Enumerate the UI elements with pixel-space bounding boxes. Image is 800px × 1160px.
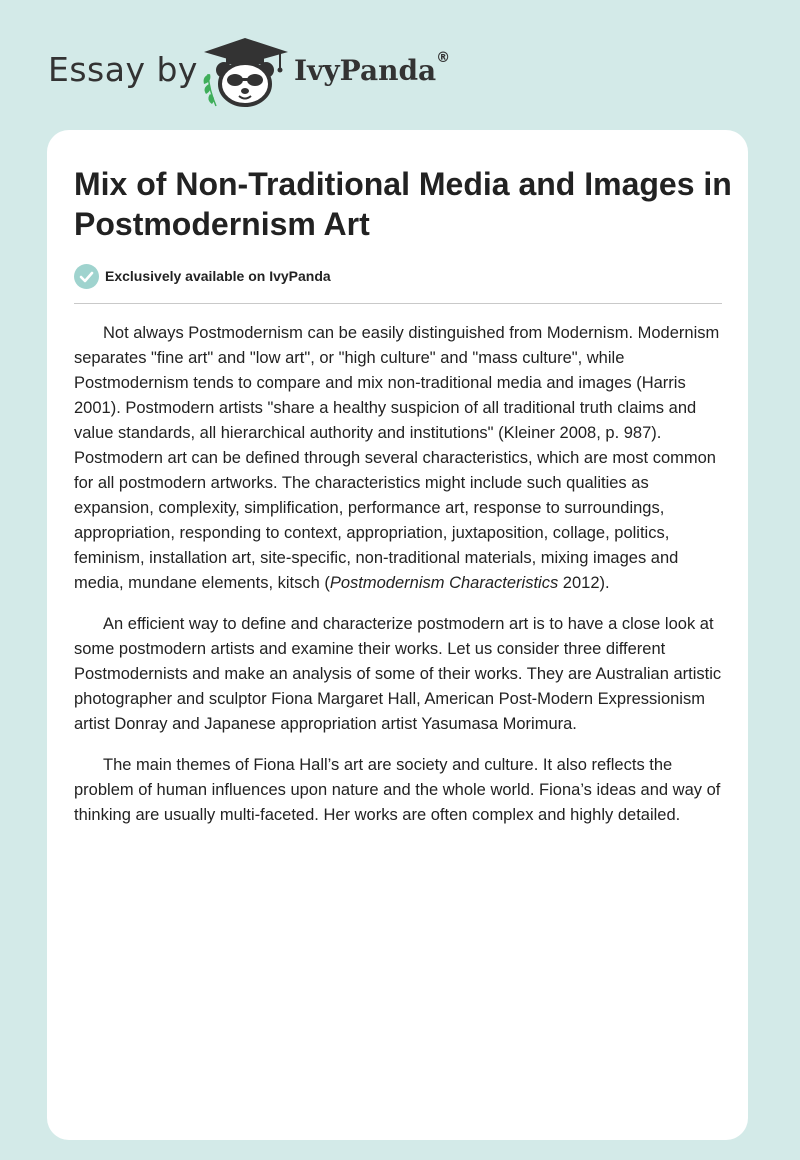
exclusive-label: Exclusively available on IvyPanda bbox=[105, 268, 331, 284]
paragraph-2: An efficient way to define and characterize postmodern art is to have a close look at some postmodern artists and examine their works. Let us consider three different Postmodernists and make an analysis of some of their works. They are Australian artistic photographer and sculptor Fiona Margaret Hall, American Post-Modern Expressionism artist Donray and Japanese appropriation artist Yasumasa Morimura. bbox=[74, 615, 722, 733]
citation-title: Postmodernism Characteristics bbox=[329, 574, 559, 592]
divider bbox=[74, 303, 722, 304]
brand-logo-text[interactable] bbox=[294, 50, 451, 87]
paragraph-1-text: Not always Postmodernism can be easily distinguished from Modernism. Modernism separates "fine art" and "low art", or "high culture" and "mass culture", while Postmodernism tends to compare and mix non-traditional media and images (Harris 2001). Postmodern artists "share a healthy suspicion of all traditional truth claims and value standards, all hierarchical authority and institutions" (Kleiner 2008, p. 987). Postmodern art can be defined through several characteristics, which are most common for all postmodern artworks. The characteristics might include such qualities as expansion, complexity, simplification, performance art, response to surroundings, appropriation, responding to context, appropriation, juxtaposition, collage, politics, feminism, installation art, site-specific, non-traditional materials, mixing images and media, mundane elements, kitsch ( bbox=[74, 324, 720, 592]
panda-graduate-icon[interactable] bbox=[200, 30, 290, 110]
exclusive-badge bbox=[74, 262, 474, 290]
paragraph-3: The main themes of Fiona Hall’s art are society and culture. It also reflects the problem of human influences upon nature and the whole world. Fiona’s ideas and way of thinking are usually multi-faceted. Her works are often complex and highly detailed. bbox=[74, 756, 721, 824]
essay-by-label: Essay by bbox=[48, 50, 198, 89]
check-circle-icon bbox=[74, 264, 99, 289]
page-title: Mix of Non-Traditional Media and Images in Postmodernism Art bbox=[74, 166, 732, 242]
essay-card bbox=[47, 130, 748, 1140]
paragraph-1 bbox=[74, 321, 724, 596]
site-header bbox=[48, 30, 508, 110]
essay-body bbox=[74, 321, 724, 844]
brand-name: IvyPanda bbox=[294, 54, 437, 87]
paragraph-1-end: 2012). bbox=[558, 574, 610, 592]
registered-mark: ® bbox=[436, 50, 451, 66]
